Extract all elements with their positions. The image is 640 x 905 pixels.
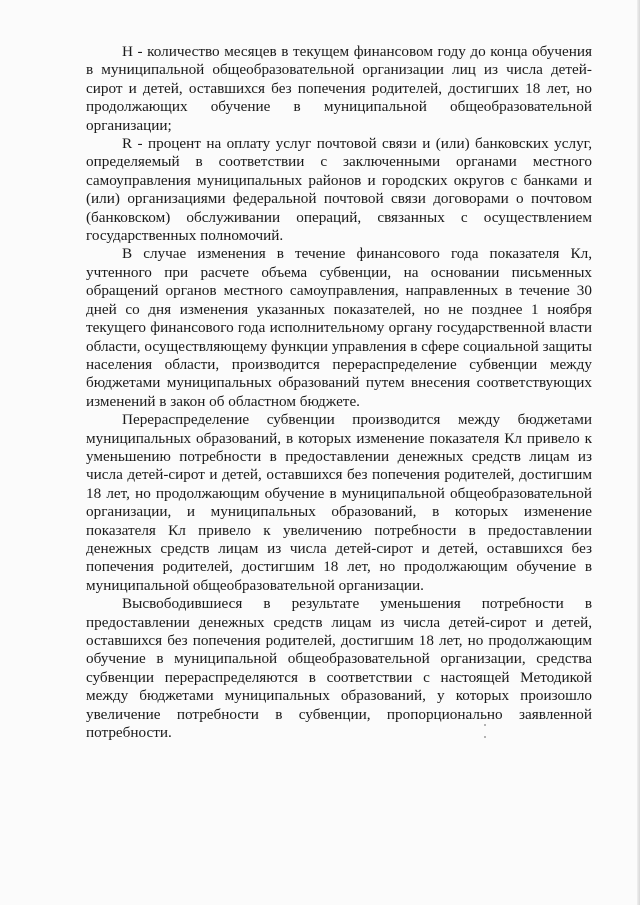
- scan-speck: [484, 736, 486, 738]
- scan-speck: [484, 724, 486, 726]
- paragraph-redistribution: Перераспределение субвенции производится между бюджетами муниципальных образований, в которых изменение показателя Кл привело к уменьшению потребности в предоставлении денежных средств лицам из числа детей-сирот и детей, оставшихся без попечения родителей, достигшим 18 лет, но продолжающим обучение в муниципальной общеобразовательной организации, и муниципальных образований, в которых изменение показателя Кл привело к увеличению потребности в предоставлении денежных средств лицам из числа детей-сирот и детей, оставшихся без попечения родителей, достигшим 18 лет, но продолжающим обучение в муниципальной общеобразовательной организации.: [86, 411, 592, 594]
- document-body: [86, 43, 592, 742]
- paragraph-released-funds: Высвободившиеся в результате уменьшения потребности в предоставлении денежных средств лицам из числа детей-сирот и детей, оставшихся без попечения родителей, достигшим 18 лет, но продолжающим обучение в муниципальной общеобразовательной организации, средства субвенции перераспределяются в соответствии с настоящей Методикой между бюджетами муниципальных образований, у которых произошло увеличение потребности в субвенции, пропорционально заявленной потребности.: [86, 595, 592, 742]
- paragraph-r-definition: R - процент на оплату услуг почтовой связи и (или) банковских услуг, определяемый в соответствии с заключенными органами местного самоуправления муниципальных районов и городских округов с банками и (или) организациями федеральной почтовой связи договорами о почтовом (банковском) обслуживании операций, связанных с осуществлением государственных полномочий.: [86, 135, 592, 245]
- paragraph-change-of-kl: В случае изменения в течение финансового года показателя Кл, учтенного при расчете объема субвенции, на основании письменных обращений органов местного самоуправления, направленных в течение 30 дней со дня изменения указанных показателей, но не позднее 1 ноября текущего финансового года исполнительному органу государственной власти области, осуществляющему функции управления в сфере социальной защиты населения области, производится перераспределение субвенции между бюджетами муниципальных образований путем внесения соответствующих изменений в закон об областном бюджете.: [86, 245, 592, 410]
- paragraph-h-definition: H - количество месяцев в текущем финансовом году до конца обучения в муниципальной общеобразовательной организации лиц из числа детей-сирот и детей, оставшихся без попечения родителей, достигших 18 лет, но продолжающих обучение в муниципальной общеобразовательной организации;: [86, 43, 592, 134]
